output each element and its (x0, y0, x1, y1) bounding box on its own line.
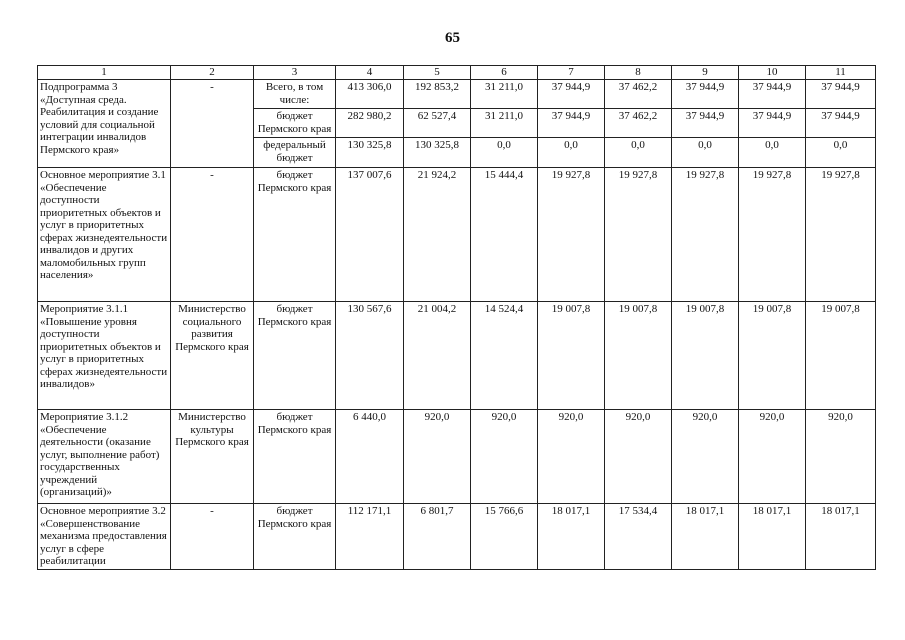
amount-cell: 0,0 (605, 138, 672, 168)
amount-cell: 920,0 (538, 410, 605, 504)
funding-source-cell: бюджет Пермского края (254, 302, 336, 410)
amount-cell: 19 007,8 (739, 302, 806, 410)
amount-cell: 920,0 (471, 410, 538, 504)
amount-cell: 6 440,0 (336, 410, 404, 504)
amount-cell: 18 017,1 (739, 504, 806, 570)
amount-cell: 19 927,8 (806, 168, 876, 302)
amount-cell: 18 017,1 (538, 504, 605, 570)
amount-cell: 37 944,9 (672, 80, 739, 109)
amount-cell: 37 944,9 (806, 80, 876, 109)
column-header: 9 (672, 66, 739, 80)
amount-cell: 112 171,1 (336, 504, 404, 570)
amount-cell: 920,0 (672, 410, 739, 504)
program-name-cell: Мероприятие 3.1.1 «Повышение уровня доступности приоритетных объектов и услуг в приоритетных сферах жизнедеятельности инвалидов» (38, 302, 171, 410)
amount-cell: 15 766,6 (471, 504, 538, 570)
funding-source-cell: бюджет Пермского края (254, 410, 336, 504)
budget-table (37, 65, 876, 570)
amount-cell: 21 924,2 (404, 168, 471, 302)
amount-cell: 37 944,9 (538, 109, 605, 138)
column-header: 7 (538, 66, 605, 80)
amount-cell: 137 007,6 (336, 168, 404, 302)
column-header: 11 (806, 66, 876, 80)
column-header: 3 (254, 66, 336, 80)
amount-cell: 19 007,8 (605, 302, 672, 410)
page-number: 65 (445, 30, 460, 46)
table-row (38, 504, 876, 570)
amount-cell: 19 927,8 (538, 168, 605, 302)
executor-cell: Министерство культуры Пермского края (171, 410, 254, 504)
amount-cell: 6 801,7 (404, 504, 471, 570)
amount-cell: 0,0 (471, 138, 538, 168)
header-row (38, 66, 876, 80)
amount-cell: 37 944,9 (739, 80, 806, 109)
amount-cell: 18 017,1 (672, 504, 739, 570)
amount-cell: 17 534,4 (605, 504, 672, 570)
amount-cell: 920,0 (806, 410, 876, 504)
column-header: 2 (171, 66, 254, 80)
amount-cell: 0,0 (672, 138, 739, 168)
amount-cell: 37 944,9 (672, 109, 739, 138)
amount-cell: 15 444,4 (471, 168, 538, 302)
column-header: 8 (605, 66, 672, 80)
funding-source-cell: федеральный бюджет (254, 138, 336, 168)
amount-cell: 130 325,8 (404, 138, 471, 168)
funding-source-cell: бюджет Пермского края (254, 168, 336, 302)
executor-cell: - (171, 80, 254, 168)
amount-cell: 920,0 (404, 410, 471, 504)
funding-source-cell: Всего, в том числе: (254, 80, 336, 109)
column-header: 5 (404, 66, 471, 80)
amount-cell: 130 567,6 (336, 302, 404, 410)
executor-cell: - (171, 168, 254, 302)
amount-cell: 37 944,9 (739, 109, 806, 138)
amount-cell: 19 007,8 (806, 302, 876, 410)
amount-cell: 14 524,4 (471, 302, 538, 410)
column-header: 4 (336, 66, 404, 80)
amount-cell: 19 007,8 (538, 302, 605, 410)
funding-source-cell: бюджет Пермского края (254, 504, 336, 570)
amount-cell: 282 980,2 (336, 109, 404, 138)
amount-cell: 19 927,8 (605, 168, 672, 302)
table-row (38, 410, 876, 504)
amount-cell: 19 927,8 (739, 168, 806, 302)
amount-cell: 0,0 (806, 138, 876, 168)
amount-cell: 62 527,4 (404, 109, 471, 138)
executor-cell: - (171, 504, 254, 570)
amount-cell: 21 004,2 (404, 302, 471, 410)
amount-cell: 37 944,9 (806, 109, 876, 138)
program-name-cell: Основное мероприятие 3.1 «Обеспечение доступности приоритетных объектов и услуг в приоритетных сферах жизнедеятельности инвалидов и других маломобильных групп населения» (38, 168, 171, 302)
amount-cell: 37 462,2 (605, 80, 672, 109)
amount-cell: 31 211,0 (471, 80, 538, 109)
column-header: 6 (471, 66, 538, 80)
funding-source-cell: бюджет Пермского края (254, 109, 336, 138)
amount-cell: 920,0 (739, 410, 806, 504)
table-row (38, 302, 876, 410)
amount-cell: 0,0 (739, 138, 806, 168)
amount-cell: 18 017,1 (806, 504, 876, 570)
program-name-cell: Основное мероприятие 3.2 «Совершенствование механизма предоставления услуг в сфере реабилитации (38, 504, 171, 570)
amount-cell: 19 007,8 (672, 302, 739, 410)
table-row (38, 168, 876, 302)
amount-cell: 31 211,0 (471, 109, 538, 138)
amount-cell: 0,0 (538, 138, 605, 168)
amount-cell: 192 853,2 (404, 80, 471, 109)
amount-cell: 19 927,8 (672, 168, 739, 302)
column-header: 1 (38, 66, 171, 80)
column-header: 10 (739, 66, 806, 80)
amount-cell: 37 944,9 (538, 80, 605, 109)
table-row (38, 80, 876, 109)
amount-cell: 37 462,2 (605, 109, 672, 138)
amount-cell: 130 325,8 (336, 138, 404, 168)
amount-cell: 920,0 (605, 410, 672, 504)
executor-cell: Министерство социального развития Пермского края (171, 302, 254, 410)
program-name-cell: Мероприятие 3.1.2 «Обеспечение деятельности (оказание услуг, выполнение работ) государственных учреждений (организаций)» (38, 410, 171, 504)
program-name-cell: Подпрограмма 3 «Доступная среда. Реабилитация и создание условий для социальной интеграции инвалидов Пермского края» (38, 80, 171, 168)
amount-cell: 413 306,0 (336, 80, 404, 109)
